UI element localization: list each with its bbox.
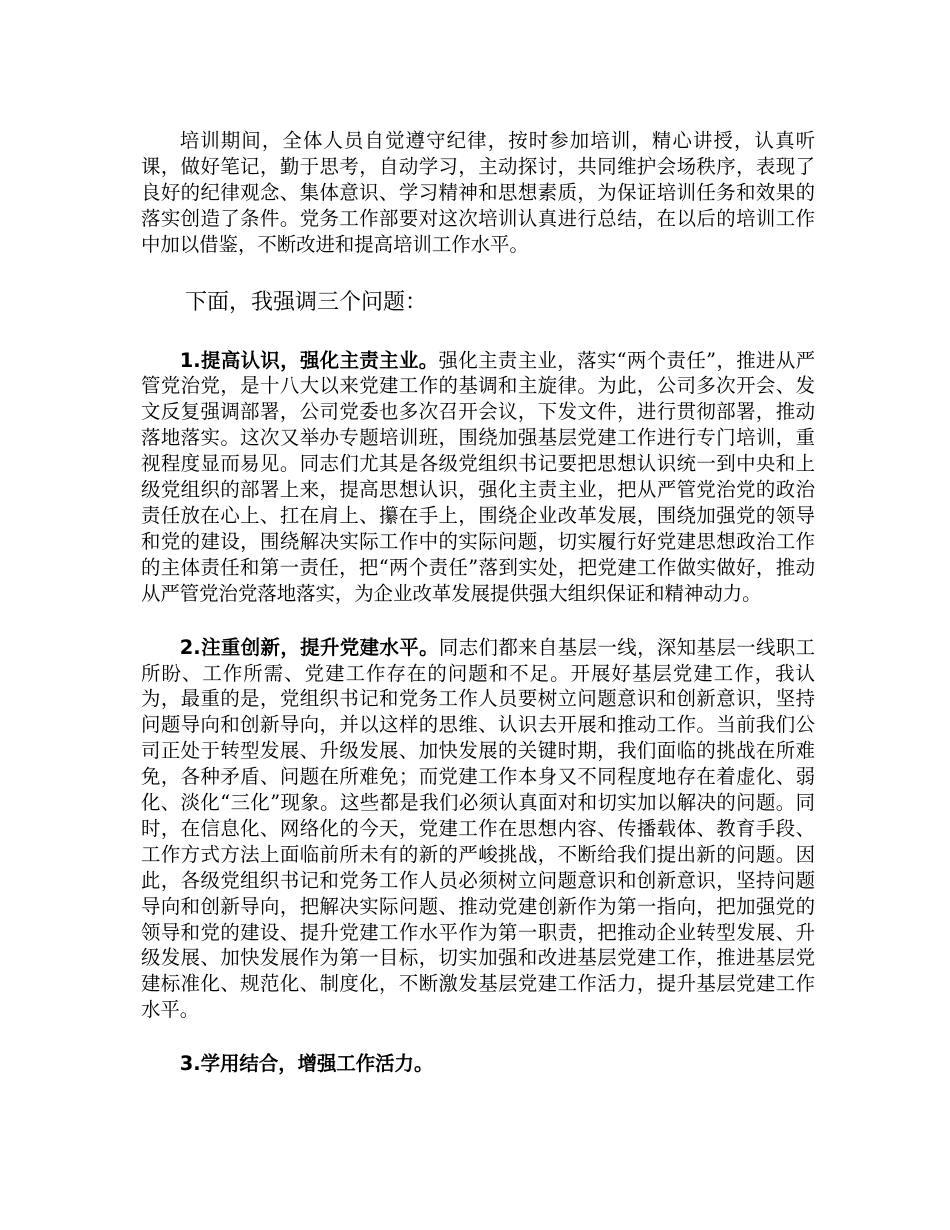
point-1-paragraph: [141, 348, 815, 607]
point-1-heading: 1.提高认识，强化主责主业。: [179, 348, 439, 372]
point-2-body: 同志们都来自基层一线，深知基层一线职工所盼、工作所需、党建工作存在的问题和不足。开展好基层党建工作，我认为，最重的是，党组织书记和党务工作人员要树立问题意识和创新意识，坚持问题导向和创新导向，并以这样的思维、认识去开展和推动工作。当前我们公司正处于转型发展、升级发展、加快发展的关键时期，我们面临的挑战在所难免，各种矛盾、问题在所难免；而党建工作本身又不同程度地存在着虚化、弱化、淡化“三化”现象。这些都是我们必须认真面对和切实加以解决的问题。同时，在信息化、网络化的今天，党建工作在思想内容、传播载体、教育手段、工作方式方法上面临前所未有的新的严峻挑战，不断给我们提出新的问题。因此，各级党组织书记和党务工作人员必须树立问题意识和创新意识，坚持问题导向和创新导向，把解决实际问题、推动党建创新作为第一指向，把加强党的领导和党的建设、提升党建工作水平作为第一职责，把推动企业转型发展、升级发展、加快发展作为第一目标，切实加强和改进基层党建工作，推进基层党建标准化、规范化、制度化，不断激发基层党建工作活力，提升基层党建工作水平。: [141, 635, 816, 1022]
paragraph-training-summary: 培训期间，全体人员自觉遵守纪律，按时参加培训，精心讲授，认真听课，做好笔记，勤于思考，自动学习，主动探讨，共同维护会场秩序，表现了良好的纪律观念、集体意识、学习精神和思想素质，为保证培训任务和效果的落实创造了条件。党务工作部要对这次培训认真进行总结，在以后的培训工作中加以借鉴，不断改进和提高培训工作水平。: [141, 129, 815, 256]
point-1-body: 强化主责主业，落实“两个责任”，推进从严管党治党，是十八大以来党建工作的基调和主旋律。为此，公司多次开会、发文反复强调部署，公司党委也多次召开会议，下发文件，进行贯彻部署，推动落地落实。这次又举办专题培训班，围绕加强基层党建工作进行专门培训，重视程度显而易见。同志们尤其是各级党组织书记要把思想认识统一到中央和上级党组织的部署上来，提高思想认识，强化主责主业，把从严管党治党的政治责任放在心上、扛在肩上、攥在手上，围绕企业改革发展，围绕加强党的领导和党的建设，围绕解决实际工作中的实际问题，切实履行好党建思想政治工作的主体责任和第一责任，把“两个责任”落到实处，把党建工作做实做好，推动从严管党治党落地落实，为企业改革发展提供强大组织保证和精神动力。: [141, 348, 816, 605]
point-2-paragraph: [141, 635, 815, 1024]
section-intro-heading: 下面，我强调三个问题：: [185, 289, 428, 315]
point-2-heading: 2.注重创新，提升党建水平。: [179, 635, 439, 659]
document-page: [141, 128, 815, 1077]
point-3-paragraph: [141, 1051, 815, 1077]
point-3-heading: 3.学用结合，增强工作活力。: [179, 1052, 434, 1076]
